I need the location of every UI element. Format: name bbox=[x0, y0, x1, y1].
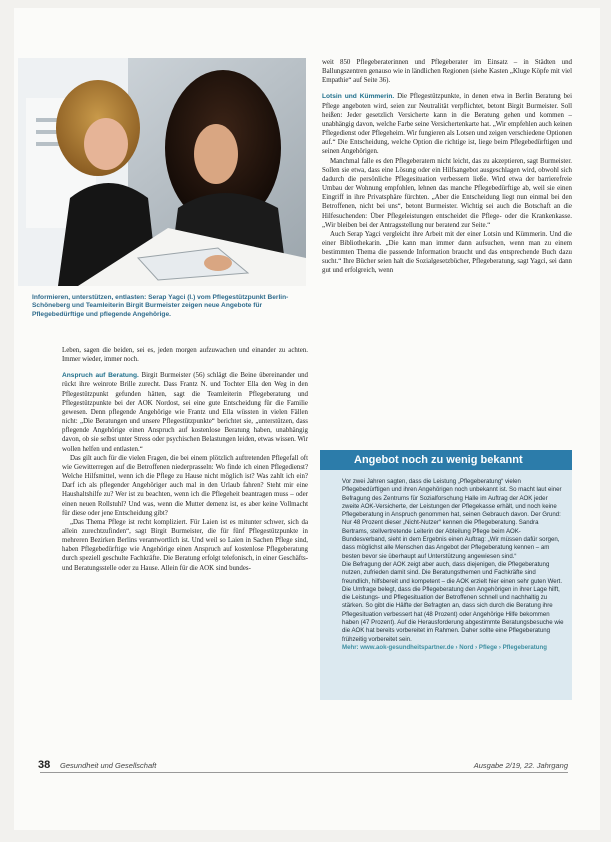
photo-caption-text: Informieren, unterstützen, entlasten: Serap Yagci (l.) vom Pflegestützpunkt Berlin-Schöneberg und Teamleiterin Birgit Burmeister zeigen neue Angebote für Pflegebedürftige und pflegende Angehörige. bbox=[32, 294, 289, 318]
paragraph: weit 850 Pflegeberaterinnen und Pflegeberater im Einsatz – in Städten und Ballungszentren genauso wie in ländlichen Regionen (siehe Kasten „Kluge Köpfe mit viel Empathie“ auf Seite 36). bbox=[322, 59, 572, 85]
paragraph-with-lead bbox=[322, 92, 572, 156]
info-box-link[interactable]: Mehr: www.aok-gesundheitspartner.de › Nord › Pflege › Pflegeberatung bbox=[342, 643, 547, 651]
paragraph: „Das Thema Pflege ist recht kompliziert. Für Laien ist es mitunter schwer, sich da allein zurechtzufinden“, sagt Birgit Burmeister, die für fünf Pflegestützpunkte in mehreren Bezirken Berlins verantwortlich ist. Und weil so Laien in Sachen Pflege sind, haben Pflegebedürftige wie Angehörige einen Anspruch auf kostenlose Pflegeberatung durch speziell geschulte Fachkräfte. Die Beratung erfolgt telefonisch, in einer Geschäfts- und Beratungsstelle oder zu Hause. Allein für die AOK sind bundes- bbox=[62, 518, 308, 572]
paragraph-with-lead bbox=[62, 371, 308, 453]
page-number: 38 bbox=[38, 759, 51, 771]
photo-caption bbox=[32, 294, 292, 319]
paragraph: Leben, sagen die beiden, sei es, jeden morgen aufzuwachen und einander zu achten. Immer wieder, immer noch. bbox=[62, 347, 308, 364]
page-footer bbox=[38, 759, 568, 773]
right-column bbox=[322, 58, 572, 276]
photo-two-women-at-desk bbox=[18, 58, 306, 286]
paragraph: Auch Serap Yagci vergleicht ihre Arbeit mit der einer Lotsin und Kümmerin. Und die einer Bibliothekarin. „Die kann man immer dann aufsuchen, wenn man zu einem bestimmten Thema die passende Information braucht und das entsprechende Buch dazu sucht.“ Ihre Bücher seien halt die Sozialgesetzbücher, Pflegeberatung, sagt Yagci, sei dann gut und erfolgreich, wenn bbox=[322, 230, 572, 275]
subheading: Lotsin und Kümmerin. bbox=[322, 93, 395, 101]
issue-info: Ausgabe 2/19, 22. Jahrgang bbox=[473, 761, 568, 770]
info-box-title: Angebot noch zu wenig bekannt bbox=[320, 450, 572, 470]
paragraph: Manchmal falle es den Pflegeberatern nicht leicht, das zu akzeptieren, sagt Burmeister. Sollen sie etwa, dass eine Lösung oder ein Hilfsangebot ausgeschlagen wird, obwohl sich dadurch die persönliche Pflegesituation verbessern ließe. Wird etwa der barrierefreie Umbau der Wohnung empfohlen, lehnen das manche Pflegebedürftige ab, weil sie einen Eingriff in ihre Privatsphäre fürchten. „Aber die Entscheidung liegt nun einmal bei den Betroffenen, nicht bei uns“, betont Burmeister. Wichtig sei auch die Botschaft an die Hilfesuchenden: Über Pflegeleistungen entscheidet die Pflege- oder die Krankenkasse. „Wir bleiben bei der Antragsstellung nur beratend zur Seite.“ bbox=[322, 157, 572, 229]
info-box-body bbox=[320, 470, 572, 652]
paragraph: Das gilt auch für die vielen Fragen, die bei einem plötzlich auftretenden Pflegefall oft wie Gewitterregen auf die Betroffenen niederprasseln: Wo finde ich einen Pflegedienst? Welche Hilfsmittel, wenn ich die Pflege zu Hause nicht möglich ist? Was zahlt ich ein? Darf ich als pflegender Angehöriger auch mal in den Urlaub fahren? Steht mir eine Haushaltshilfe zu? Wer ist zu beachten, wenn ich die Pflegeheit beantragen muss – oder einen neuen Rollstuhl? Und was, wenn die Mutter demenz ist, es aber keine Vollmacht für diese oder jene Entscheidung gibt? bbox=[62, 454, 308, 517]
magazine-name: Gesundheit und Gesellschaft bbox=[60, 761, 157, 770]
info-box-paragraph: Die Befragung der AOK zeigt aber auch, dass diejenigen, die Pflegeberatung nutzen, zufrieden damit sind. Die Beratungsthemen und Fachkräfte sind freundlich, hilfsbereit und kompetent – die AOK erzielt hier einen sehr guten Wert. Die Umfrage belegt, dass die Pflegeberatung den Angehörigen in ihrer Lage hilft, die Leistungs- und Pflegesituation der Betroffenen schnell und nachhaltig zu stärken. So gibt die Hälfte der Befragten an, dass sich durch die Beratung ihre Pflegesituation verbessert hat (48 Prozent) oder Angehörige Hilfe bekommen haben (47 Prozent). Auf die Herausforderung abgestimmte Beratungsbesuche wie die AOK hat bereits vorbereitet im Rahmen. Daher sollte eine Pflegeberatung frühzeitig vorbereitet sein. bbox=[342, 560, 564, 643]
info-box bbox=[320, 450, 572, 700]
subheading: Anspruch auf Beratung. bbox=[62, 372, 139, 380]
article-photo bbox=[18, 58, 306, 286]
paragraph-text: Birgit Burmeister (56) schlägt die Beine übereinander und rückt ihre weinrote Brille zurecht. Dass Frantz N. und Tochter Ella den Weg in den Pflegestützpunkt gefunden hätten, sagt die Teamleiterin Pflegeberatung und Pflegestützpunkte bei der AOK Nordost, sei eine gute Entscheidung für die Familie gewesen. Denn pflegende Angehörige wie Frantz und Ella wüssten in vielen Fällen nicht: „Die Beratungen und unsere Pflegestützpunkte“ berichtet sie, „unterstützen, dass pflegende Angehörige einen Anspruch auf kostenlose Beratung haben, unabhängig davon, ob sie selbst unter Stress oder psychischen Belastungen leiden, etwas wissen. Wir wollen helfen und entlasten.“ bbox=[62, 372, 309, 453]
paragraph-text: Die Pflegestützpunkte, in denen etwa in Berlin Beratung bei Pflege angeboten wird, seien zur Neutralität verpflichtet, betont Birgit Burmeister. Soll heißen: Jeder gesetzlich Versicherte kann in die Beratung gehen und kommen – unabhängig davon, welche Farbe seine Versichertenkarte hat. „Wir empfehlen auch keinen Pflegedienst oder Pflegeheim. Wir fungieren als Lotsen und zeigen verschiedene Optionen auf.“ Die Entscheidung, welche Option die richtige ist, liege beim Pflegebedürftigen und seinen Angehörigen. bbox=[322, 93, 572, 156]
info-box-paragraph: Vor zwei Jahren sagten, dass die Leistung „Pflegeberatung“ vielen Pflegebedürftigen und ihren Angehörigen noch unbekannt ist. So macht laut einer Befragung des Zentrums für Sozialforschung Halle im Auftrag der AOK jeder zweite AOK-Versicherte, der Leistungen der Pflegekasse erhält, und noch keine Pflegeberatung in Anspruch genommen hat, seinen Gebrauch davon. Der Grund: Nur 48 Prozent dieser „Nicht-Nutzer“ kennen die Pflegeberatung. Sandra Bertrams, stellvertretende Leiterin der Abteilung Pflege beim AOK-Bundesverband, sieht in dem Ergebnis einen Auftrag: „Wir müssen dafür sorgen, dass möglichst alle Menschen das Angebot der Pflegeberatung kennen – am besten bevor sie überhaupt auf Unterstützung angewiesen sind.“ bbox=[342, 478, 562, 560]
left-column bbox=[62, 346, 308, 573]
